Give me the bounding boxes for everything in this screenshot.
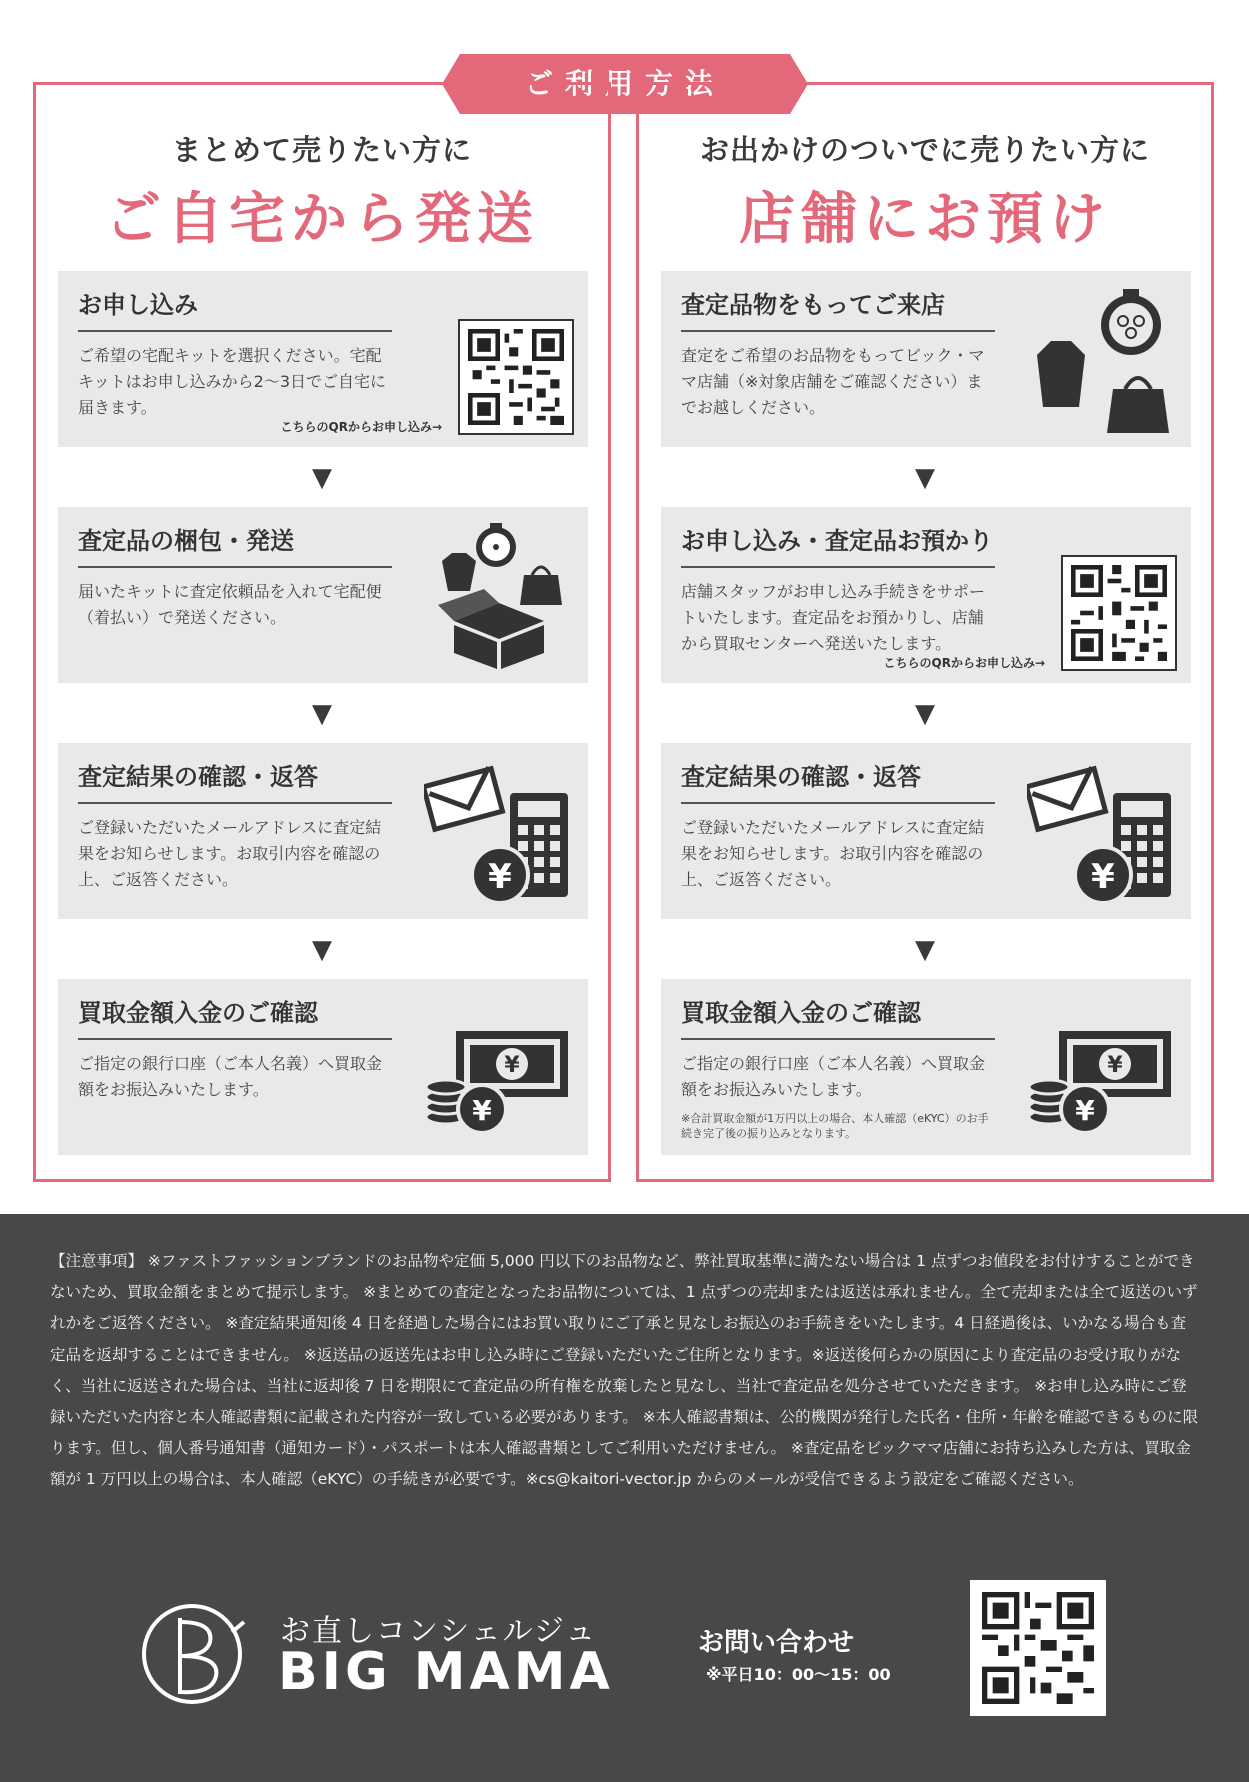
step-arrow: ▼ (915, 699, 935, 729)
qr-code-icon[interactable] (970, 1580, 1106, 1716)
money-coins-icon (424, 993, 574, 1143)
svg-text:¥: ¥ (488, 857, 512, 897)
mail-calculator-yen-icon (1027, 757, 1177, 907)
home-shipping-column (33, 82, 611, 1182)
banner-title: ご利用方法 (524, 67, 725, 100)
step-description: ご指定の銀行口座（ご本人名義）へ買取金額をお振込みいたします。 (78, 1054, 383, 1099)
brand-mark-icon (140, 1598, 250, 1708)
step-heading: 査定品の梱包・発送 (78, 521, 392, 568)
step-heading: 査定品物をもってご来店 (681, 285, 995, 332)
notice-text: 【注意事項】 ※ファストファッションブランドのお品物や定価 5,000 円以下のお品物など、弊社買取基準に満たない場合は 1 点ずつお値段をお付けすることができないため、買取金額をまとめて提示します。 ※まとめての査定となったお品物については、1 点ずつの売却または返送は承れません。全て売却または全て返送のいずれかをご返答ください。 ※査定結果通知後 4 日を経過した場合にはお買い取りにご了承と見なしお振込のお手続きをいたします。4 日経過後は、いかなる場合も査定品を返却することはできません。 ※返送品の返送先はお申し込み時にご登録いただいたご住所となります。※返送後何らかの原因により査定品のお受け取りがなく、当社に返送された場合は、当社に返却後 7 日を期限にて査定品の所有権を放棄したと見なし、当社で査定品を処分させていただきます。 ※お申し込み時にご登録いただいた内容と本人確認書類に記載された内容が一致している必要があります。 ※本人確認書類は、公的機関が発行した氏名・住所・年齢を確認できるものに限ります。但し、個人番号通知書（通知カード）・パスポートは本人確認書類としてご利用いただけません。 ※査定品をビックママ店舗にお持ち込みした方は、買取金額が 1 万円以上の場合は、本人確認（eKYC）の手続きが必要です。※cs@kaitori-vector.jp からのメールが受信できるよう設定をご確認ください。 (50, 1252, 1199, 1489)
column-title: ご自宅から発送 (105, 187, 539, 252)
svg-text:¥: ¥ (504, 1053, 520, 1078)
step-description: ご登録いただいたメールアドレスに査定結果をお知らせします。お取引内容を確認の上、ご返答ください。 (78, 818, 382, 889)
column-subtitle: お出かけのついでに売りたい方に (699, 133, 1150, 167)
step-description: 店舗スタッフがお申し込み手続きをサポートいたします。査定品をお預かりし、店舗から買取センターへ発送いたします。 (681, 582, 986, 653)
step-result (661, 743, 1191, 919)
qr-code-icon[interactable] (1061, 555, 1177, 671)
step-arrow: ▼ (312, 699, 332, 729)
step-heading: お申し込み (78, 285, 392, 332)
step-note: ※合計買取金額が1万円以上の場合、本人確認（eKYC）のお手続き完了後の振り込みとなります。 (681, 1112, 989, 1140)
mail-calculator-yen-icon (424, 757, 574, 907)
brand-logo (140, 1598, 614, 1708)
qr-caption: こちらのQRからお申し込み→ (883, 656, 1045, 670)
column-subtitle: まとめて売りたい方に (171, 133, 472, 167)
step-description: 査定をご希望のお品物をもってビック・ママ店舗（※対象店舗をご確認ください）までお越しください。 (681, 346, 985, 417)
step-heading: 買取金額入金のご確認 (681, 993, 995, 1040)
step-arrow: ▼ (915, 935, 935, 965)
step-heading: 買取金額入金のご確認 (78, 993, 392, 1040)
step-description: 届いたキットに査定依頼品を入れて宅配便（着払い）で発送ください。 (78, 582, 382, 627)
step-pack-ship (58, 507, 588, 683)
step-arrow: ▼ (915, 463, 935, 493)
step-heading: 査定結果の確認・返答 (78, 757, 392, 804)
step-arrow: ▼ (312, 463, 332, 493)
qr-caption: こちらのQRからお申し込み→ (280, 420, 442, 434)
svg-text:¥: ¥ (1075, 1094, 1095, 1127)
step-apply (58, 271, 588, 447)
contact-hours: ※平日10：00〜15：00 (706, 1665, 891, 1684)
contact-title: お問い合わせ (698, 1628, 855, 1658)
step-description: ご登録いただいたメールアドレスに査定結果をお知らせします。お取引内容を確認の上、ご返答ください。 (681, 818, 985, 889)
step-arrow: ▼ (312, 935, 332, 965)
step-visit-store (661, 271, 1191, 447)
step-description: ご希望の宅配キットを選択ください。宅配キットはお申し込みから2〜3日でご自宅に届きます。 (78, 346, 387, 417)
step-payment (58, 979, 588, 1155)
money-coins-icon (1027, 993, 1177, 1143)
svg-text:¥: ¥ (472, 1094, 492, 1127)
column-title: 店舗にお預け (739, 187, 1111, 252)
store-dropoff-column (636, 82, 1214, 1182)
svg-text:¥: ¥ (1091, 857, 1115, 897)
clothes-watch-bag-icon (1027, 285, 1177, 435)
step-heading: お申し込み・査定品お預かり (681, 521, 995, 568)
step-store-apply (661, 507, 1191, 683)
step-result (58, 743, 588, 919)
brand-name: BIG MAMA (278, 1642, 614, 1702)
step-description: ご指定の銀行口座（ご本人名義）へ買取金額をお振込みいたします。 (681, 1054, 986, 1099)
footer (0, 1214, 1249, 1782)
svg-text:¥: ¥ (1107, 1053, 1123, 1078)
qr-code-icon[interactable] (458, 319, 574, 435)
box-with-items-icon (424, 521, 574, 671)
step-payment (661, 979, 1191, 1155)
step-heading: 査定結果の確認・返答 (681, 757, 995, 804)
brand-subtitle: お直しコンシェルジュ (280, 1614, 598, 1649)
